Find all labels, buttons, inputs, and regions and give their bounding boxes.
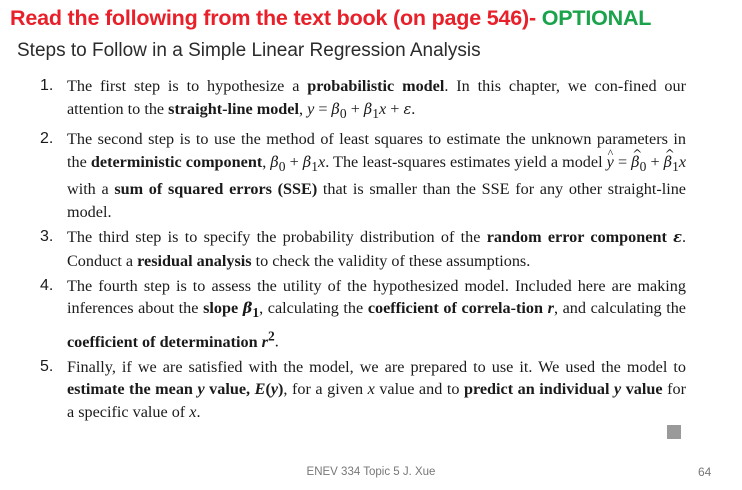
list-item: 3. The third step is to specify the probability distribution of the random error component ε. Conduct a residual analysis to check the validity of these assumptions. [40,228,686,270]
title-main: Read the following from the text book (on page 546)- [10,6,542,30]
title-optional: OPTIONAL [541,6,652,30]
step-number: 4. [40,276,54,294]
steps-list [0,75,686,426]
step-number: 5. [40,357,54,375]
slide-title [10,6,735,31]
slide-subtitle: Steps to Follow in a Simple Linear Regression Analysis [17,40,481,61]
page-number: 64 [698,465,712,479]
step-number: 1. [40,77,54,94]
list-item: 5. Finally, if we are satisfied with the model, we are prepared to use it. We used the model to estimate the mean y value, E(y), for a given x value and to predict an individual y value for a specific value of x. [40,357,686,421]
step-number: 3. [40,228,54,246]
step-number: 2. [40,129,54,147]
list-item: 4. The fourth step is to assess the utility of the hypothesized model. Included here are making inferences about the slope $\beta_1$, calculating the coefficient of correla-tion r, and calculating the coefficient of determination $r^2$. [40,276,686,351]
end-of-section-marker [667,425,681,439]
list-item: 2. The second step is to use the method of least squares to estimate the unknown parameters in the deterministic component, $\beta_0 + \beta_1x$. The least-squares estimates yield a model ^ y = ^ $\beta_0$ + ^ $\beta_1x$ with a sum of squared errors (SSE) that is smaller than the SSE for any other straight-line model. [0,128,686,224]
slide-footer: ENEV 334 Topic 5 J. Xue [306,466,436,478]
list-item: 1. The first step is to hypothesize a probabilistic model. In this chapter, we con-fined our attention to the straight-line model, $y = \beta_0 + \beta_1x + \varepsilon$. [40,77,686,121]
